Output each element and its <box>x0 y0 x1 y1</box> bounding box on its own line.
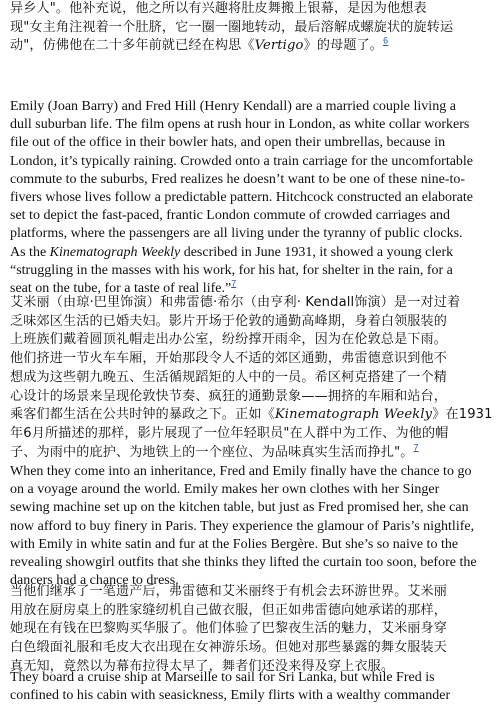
text-line: 现"女主角注视着一个肚脐，它一圈一圈地转动，最后溶解成螺旋状的旋转运 <box>10 19 454 35</box>
text-line: sewing machine set up on the kitchen table, but just as Fred promised her, she can <box>10 500 469 516</box>
text-line: 想成为这些朝九晚五、生活循规蹈矩的人中的一员。希区柯克搭建了一个精 <box>10 369 448 385</box>
text-line: 艾米丽（由琼·巴里饰演）和弗雷德·希尔（由亨利· Kendall饰演）是一对过着 <box>10 295 461 310</box>
text-line: file out of the office in their bowler hats, and open their umbrellas, because in <box>10 135 446 151</box>
text-line: on a voyage around the world. Emily makes her own clothes with her Singer <box>10 482 440 498</box>
text-segment: 子、为雨中的庇护、为地铁上的一个座位、为品味真实生活而挣扎"。 <box>10 444 414 460</box>
text-line: platforms, where the passengers are all living under the tyranny of public clocks. <box>10 226 463 242</box>
paragraph-en-1 <box>10 98 473 298</box>
text-line: dull suburban life. The film opens at rush hour in London, as white collar workers <box>10 117 470 133</box>
publication-title: Kinematograph Weekly <box>274 407 433 423</box>
paragraph-en-2 <box>10 463 477 590</box>
text-segment: seat on the tube, for a taste of real life.” <box>10 281 232 297</box>
text-segment: 》在1931 <box>432 407 493 423</box>
text-line: 真无知，竟然以为幕布拉得太早了，舞者们还没来得及穿上衣服。 <box>10 658 395 674</box>
film-title: Vertigo <box>254 38 304 54</box>
text-line <box>10 406 493 425</box>
text-segment: 动"，仿佛他在二十多年前就已经在构思《 <box>10 38 255 54</box>
paragraph-en-3 <box>10 669 450 705</box>
text-line: now afford to buy finery in Paris. They experience the glamour of Paris’s nightlife, <box>10 518 475 534</box>
text-line: fivers whose lives follow a predictable pattern. Hitchcock constructed an elaborate <box>10 190 473 206</box>
text-line: dancers had a chance to dress. <box>10 573 179 589</box>
paragraph-zh-top <box>10 0 453 56</box>
text-line: 当他们继承了一笔遗产后，弗雷德和艾米丽终于有机会去环游世界。艾米丽 <box>10 584 448 599</box>
text-line: Emily (Joan Barry) and Fred Hill (Henry Kendall) are a married couple living a <box>10 99 456 114</box>
text-line: 她现在有钱在巴黎购买华服了。他们体验了巴黎夜生活的魅力，艾米丽身穿 <box>10 621 448 637</box>
text-line: 异乡人"。他补充说，他之所以有兴趣将肚皮舞搬上银幕，是因为他想表 <box>10 1 427 16</box>
text-segment: As the <box>10 244 50 260</box>
text-segment: described in June 1931, it showed a young clerk <box>180 244 454 260</box>
publication-title: Kinematograph Weekly <box>49 244 181 260</box>
text-line: When they come into an inheritance, Fred and Emily finally have the chance to go <box>10 464 472 479</box>
paragraph-zh-1 <box>10 294 493 462</box>
text-segment: 》的母题了。 <box>303 38 384 54</box>
text-line: They board a cruise ship at Marseille to sail for Sri Lanka, but while Fred is <box>10 670 435 685</box>
text-segment: 乘客们都生活在公共时钟的暴政之下。正如《 <box>10 407 275 423</box>
text-line: 上班族们戴着圆顶礼帽走出办公室，纷纷撑开雨伞，因为在伦敦总是下雨。 <box>10 332 448 348</box>
text-line: revealing showgirl outfits that she thinks they lifted the curtain too soon, before the <box>10 555 477 571</box>
text-line: “struggling in the masses with his work, for his hat, for shelter in the rain, for a <box>10 262 453 278</box>
text-line: London, it’s typically raining. Crowded onto a train carriage for the uncomfortable <box>10 153 474 169</box>
text-line: with Emily in white satin and fur at the Folies Bergère. But she’s so naive to the <box>10 536 459 552</box>
text-line: 白色缎面礼服和毛皮大衣出现在女神游乐场。但她对那些暴露的舞女服装天 <box>10 640 448 656</box>
text-line: 他们挤进一节火车车厢，开始那段令人不适的郊区通勤，弗雷德意识到他不 <box>10 351 448 367</box>
text-line <box>10 244 473 262</box>
text-line: 用放在厨房桌上的胜家缝纫机自己做衣服，但正如弗雷德向她承诺的那样， <box>10 602 448 618</box>
text-line: set to depict the fast-paced, frantic London commute of crowded carriages and <box>10 208 451 224</box>
text-line: 乏味郊区生活的已婚夫妇。影片开场于伦敦的通勤高峰期，身着白领服装的 <box>10 313 448 329</box>
text-line: commute to the suburbs, Fred realizes he doesn’t want to be one of these nine-to- <box>10 171 466 187</box>
text-line: 年6月所描述的那样，影片展现了一位年轻职员"在人群中为工作、为他的帽 <box>10 425 449 441</box>
text-line: 心设计的场景来呈现伦敦快节奏、疯狂的通勤景象——拥挤的车厢和站台， <box>10 388 448 404</box>
footnote-link-7[interactable]: 7 <box>231 278 237 289</box>
text-line <box>10 444 493 463</box>
footnote-link-6[interactable]: 6 <box>383 36 389 47</box>
text-line: confined to his cabin with seasickness, Emily flirts with a wealthy commander <box>10 688 451 704</box>
footnote-link-7[interactable]: 7 <box>413 442 419 453</box>
paragraph-zh-2 <box>10 583 447 677</box>
text-line <box>10 37 453 56</box>
